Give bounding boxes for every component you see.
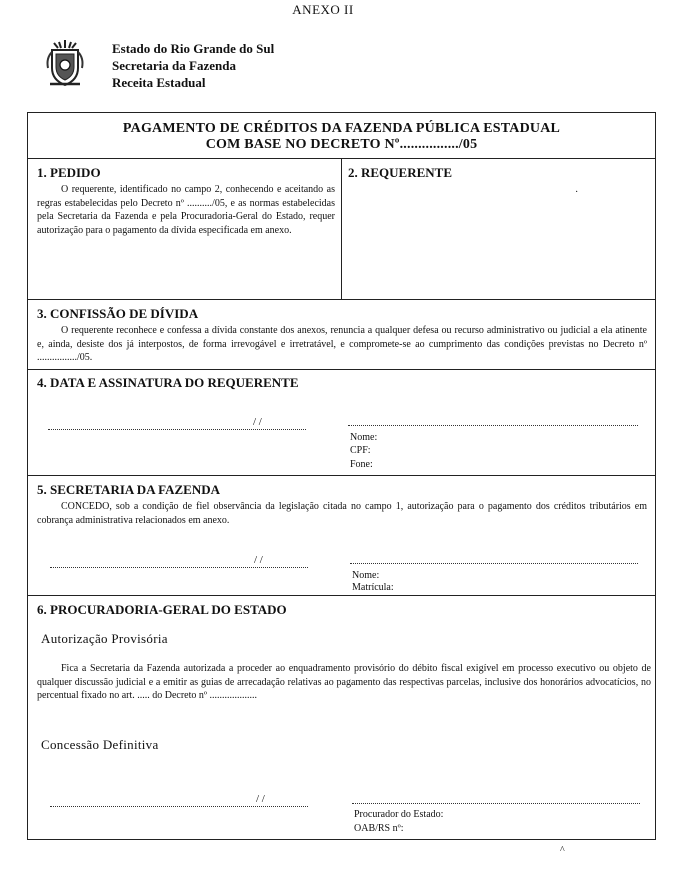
stray-caret-mark: ^ [560, 845, 565, 856]
section-secretaria-text: CONCEDO, sob a condição de fiel observância da legislação citada no campo 1, autorização para o pagamento dos créditos tributários em cobrança administrativa relacionados em anexo. [37, 501, 647, 526]
procuradoria-date-field[interactable] [50, 806, 308, 807]
form-title [28, 121, 655, 153]
requerente-signature-field[interactable] [348, 425, 638, 426]
divider-pedido-requerente [341, 158, 342, 299]
section-pedido-title: 1. PEDIDO [37, 165, 101, 180]
divider-procuradoria [28, 595, 655, 596]
secretaria-registration-label: Matrícula: [352, 582, 394, 593]
date-field[interactable] [48, 429, 306, 430]
section-pedido-text: O requerente, identificado no campo 2, conhecendo e aceitando as regras estabelecidas pelo Decreto nº ........../05, e as normas estabelecidas pela Secretaria da Fazenda e pela Procuradoria-Geral do Estado, requer autorização para o pagamento da dívida especificada em anexo. [37, 184, 335, 236]
section-data-assinatura-title: 4. DATA E ASSINATURA DO REQUERENTE [37, 375, 299, 390]
definitive-concession-title: Concessão Definitiva [41, 737, 159, 752]
date-separator: / / [253, 416, 262, 428]
form-title-line2: COM BASE NO DECRETO Nº................/05 [205, 137, 478, 152]
section-requerente-title: 2. REQUERENTE [348, 165, 453, 180]
divider-secretaria [28, 475, 655, 476]
oab-number-label: OAB/RS nº: [354, 823, 404, 834]
secretaria-date-field[interactable] [50, 567, 308, 568]
attorney-name-label: Procurador do Estado: [354, 809, 444, 820]
department-name: Receita Estadual [112, 75, 206, 90]
form-title-line1: PAGAMENTO DE CRÉDITOS DA FAZENDA PÚBLICA ESTADUAL [122, 121, 561, 136]
issuer-header [112, 40, 274, 91]
secretaria-date-separator: / / [254, 554, 263, 566]
section-confissao-text: O requerente reconhece e confessa a dívida constante dos anexos, renuncia a qualquer defesa ou recurso administrativo ou judicial a ela atinente e, ainda, desiste dos já interpostos, de forma irrevogável e irretratável, e compromete-se ao cumprimento das condições previstas no Decreto nº ................/05. [37, 325, 647, 363]
section-procuradoria-title: 6. PROCURADORIA-GERAL DO ESTADO [37, 602, 287, 617]
scan-mark: · [575, 187, 579, 198]
secretariat-name: Secretaria da Fazenda [112, 58, 236, 73]
state-coat-of-arms-icon [44, 38, 86, 88]
secretaria-name-label: Nome: [352, 570, 380, 581]
procuradoria-date-separator: / / [256, 793, 265, 805]
divider-confissao [28, 299, 655, 300]
divider-data-assinatura [28, 369, 655, 370]
section-secretaria-title: 5. SECRETARIA DA FAZENDA [37, 482, 220, 497]
annex-label: ANEXO II [292, 2, 354, 17]
section-confissao-title: 3. CONFISSÃO DE DÍVIDA [37, 306, 199, 321]
payment-form [27, 112, 656, 840]
provisional-authorization-title: Autorização Provisória [41, 631, 168, 646]
requerente-cpf-label: CPF: [350, 445, 371, 456]
attorney-signature-field[interactable] [352, 803, 640, 804]
state-name: Estado do Rio Grande do Sul [112, 41, 275, 56]
requerente-phone-label: Fone: [350, 459, 373, 470]
requerente-name-label: Nome: [350, 432, 378, 443]
provisional-authorization-text: Fica a Secretaria da Fazenda autorizada a proceder ao enquadramento provisório do débito fiscal exigível em processo executivo ou objeto de qualquer discussão judicial e a emitir as guias de arrecadação relativas ao pagamento das respectivas parcelas, inclusive dos honorários advocatícios, no percentual fixado no art. ..... do Decreto nº ................... [37, 663, 651, 701]
secretaria-signature-field[interactable] [350, 563, 638, 564]
